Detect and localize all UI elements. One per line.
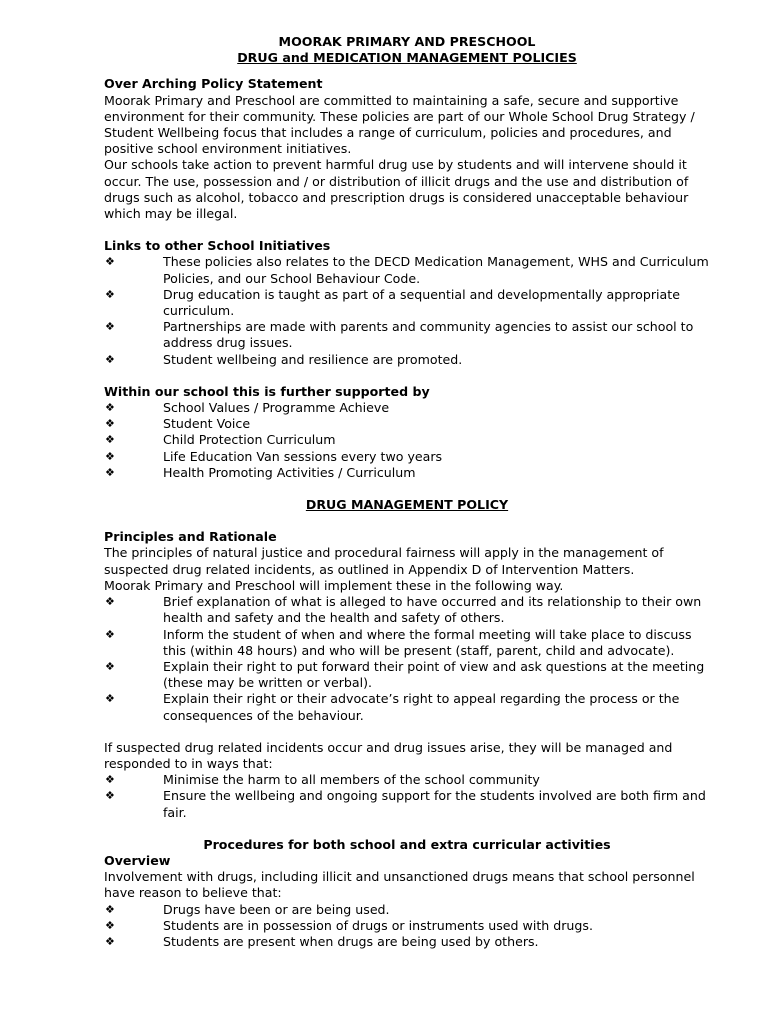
list-item-text: Brief explanation of what is alleged to have occurred and its relationship to their own health and safety and the health and safety of others. — [163, 594, 702, 626]
policy-title: DRUG and MEDICATION MANAGEMENT POLICIES — [237, 50, 577, 66]
list-item — [104, 400, 710, 416]
bullet-icon: ❖ — [105, 401, 115, 415]
links-list — [104, 254, 710, 367]
bullet-icon: ❖ — [105, 465, 115, 479]
bullet-icon: ❖ — [105, 918, 115, 932]
supported-list — [104, 400, 710, 481]
list-item — [104, 691, 710, 723]
bullet-icon: ❖ — [105, 352, 115, 366]
list-item — [104, 772, 710, 788]
list-item-text: School Values / Programme Achieve — [163, 400, 390, 416]
bullet-icon: ❖ — [105, 789, 115, 803]
drug-policy-heading: DRUG MANAGEMENT POLICY — [305, 497, 509, 513]
principles-list — [104, 594, 710, 724]
bullet-icon: ❖ — [105, 449, 115, 463]
overarching-paragraph-1: Moorak Primary and Preschool are committed to maintaining a safe, secure and supportive environment for their community. These policies are part of our Whole School Drug Strategy / Student Wellbeing focus that includes a range of curriculum, policies and procedures, and positive school environment initiatives. — [104, 92, 695, 157]
list-item-text: Ensure the wellbeing and ongoing support for the students involved are both firm and fair. — [163, 788, 706, 820]
bullet-icon: ❖ — [105, 627, 115, 641]
list-item — [104, 287, 710, 319]
bullet-icon: ❖ — [105, 287, 115, 301]
overview-list — [104, 902, 710, 951]
list-item-text: Students are in possession of drugs or instruments used with drugs. — [163, 917, 593, 933]
bullet-icon: ❖ — [105, 692, 115, 706]
overarching-paragraph-2: Our schools take action to prevent harmful drug use by students and will intervene should it occur. The use, possession and / or distribution of illicit drugs and the use and distribution of drugs such as alcohol, tobacco and prescription drugs is considered unacceptable behaviour which may be illegal. — [104, 157, 689, 222]
list-item — [104, 416, 710, 432]
list-item — [104, 254, 710, 286]
list-item — [104, 594, 710, 626]
principles-paragraph-1: The principles of natural justice and procedural fairness will apply in the management of suspected drug related incidents, as outlined in Appendix D of Intervention Matters. — [104, 545, 664, 577]
list-item-text: Inform the student of when and where the formal meeting will take place to discuss this (within 48 hours) and who will be present (staff, parent, child and advocate). — [163, 626, 692, 658]
overarching-heading: Over Arching Policy Statement — [104, 76, 323, 92]
list-item-text: These policies also relates to the DECD Medication Management, WHS and Curriculum Policies, and our School Behaviour Code. — [163, 254, 709, 286]
document-page — [104, 34, 710, 950]
list-item — [104, 432, 710, 448]
list-item-text: Student wellbeing and resilience are promoted. — [163, 351, 463, 367]
procedures-heading: Procedures for both school and extra curricular activities — [203, 836, 611, 852]
list-item-text: Students are present when drugs are being used by others. — [163, 933, 539, 949]
bullet-icon: ❖ — [105, 595, 115, 609]
school-name: MOORAK PRIMARY AND PRESCHOOL — [278, 34, 536, 49]
list-item-text: Drug education is taught as part of a sequential and developmentally appropriate curriculum. — [163, 286, 680, 319]
list-item — [104, 449, 710, 465]
bullet-icon: ❖ — [105, 934, 115, 948]
list-item — [104, 465, 710, 481]
overview-heading: Overview — [104, 852, 171, 868]
list-item-text: Partnerships are made with parents and community agencies to assist our school to address drug issues. — [163, 319, 694, 351]
supported-heading: Within our school this is further supported by — [104, 383, 430, 399]
list-item-text: Health Promoting Activities / Curriculum — [163, 464, 416, 480]
bullet-icon: ❖ — [105, 773, 115, 787]
list-item-text: Student Voice — [163, 416, 251, 432]
list-item — [104, 659, 710, 691]
incidents-list — [104, 772, 710, 821]
list-item — [104, 934, 710, 950]
incidents-paragraph: If suspected drug related incidents occur and drug issues arise, they will be managed and responded to in ways that: — [104, 739, 673, 771]
bullet-icon: ❖ — [105, 902, 115, 916]
bullet-icon: ❖ — [105, 417, 115, 431]
list-item-text: Explain their right to put forward their point of view and ask questions at the meeting (these may be written or verbal). — [163, 658, 705, 691]
bullet-icon: ❖ — [105, 659, 115, 673]
list-item-text: Life Education Van sessions every two years — [163, 448, 443, 464]
bullet-icon: ❖ — [105, 255, 115, 269]
list-item — [104, 352, 710, 368]
list-item — [104, 902, 710, 918]
list-item-text: Minimise the harm to all members of the school community — [163, 772, 540, 788]
links-heading: Links to other School Initiatives — [104, 238, 331, 254]
list-item-text: Child Protection Curriculum — [163, 432, 336, 448]
list-item — [104, 918, 710, 934]
list-item-text: Drugs have been or are being used. — [163, 901, 390, 917]
principles-heading: Principles and Rationale — [104, 529, 277, 545]
list-item — [104, 627, 710, 659]
bullet-icon: ❖ — [105, 320, 115, 334]
list-item-text: Explain their right or their advocate’s right to appeal regarding the process or the consequences of the behaviour. — [163, 691, 680, 723]
principles-paragraph-2: Moorak Primary and Preschool will implement these in the following way. — [104, 577, 564, 593]
list-item — [104, 319, 710, 351]
overview-paragraph: Involvement with drugs, including illicit and unsanctioned drugs means that school personnel have reason to believe that: — [104, 869, 695, 901]
list-item — [104, 788, 710, 820]
bullet-icon: ❖ — [105, 433, 115, 447]
